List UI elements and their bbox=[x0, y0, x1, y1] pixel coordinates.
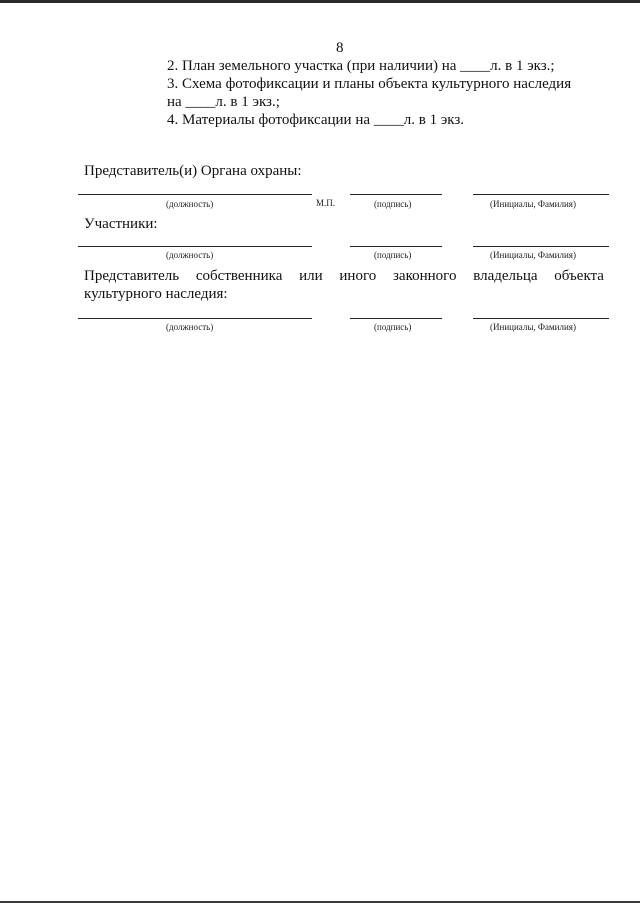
owner-rep-title bbox=[84, 268, 604, 285]
caption-stamp: М.П. bbox=[316, 198, 336, 208]
scan-edge-top bbox=[0, 0, 640, 3]
signature-line bbox=[350, 194, 442, 195]
owner-rep-title-line2: культурного наследия: bbox=[84, 286, 228, 302]
caption-position: (должность) bbox=[166, 250, 214, 260]
name-signature-line bbox=[473, 194, 609, 195]
position-signature-line bbox=[78, 318, 312, 319]
caption-name: (Инициалы, Фамилия) bbox=[490, 322, 576, 332]
attachment-item: 3. Схема фотофиксации и планы объекта культурного наследия bbox=[167, 76, 572, 92]
caption-position: (должность) bbox=[166, 322, 214, 332]
owner-rep-title-word: Представитель bbox=[84, 268, 180, 284]
caption-name: (Инициалы, Фамилия) bbox=[490, 199, 576, 209]
scan-edge-bottom bbox=[0, 901, 640, 903]
position-signature-line bbox=[78, 246, 312, 247]
caption-signature: (подпись) bbox=[374, 199, 412, 209]
signature-line bbox=[350, 318, 442, 319]
position-signature-line bbox=[78, 194, 312, 195]
caption-signature: (подпись) bbox=[374, 322, 412, 332]
attachment-item: 4. Материалы фотофиксации на ____л. в 1 экз. bbox=[167, 112, 465, 128]
attachment-item: на ____л. в 1 экз.; bbox=[167, 94, 280, 110]
attachment-item: 2. План земельного участка (при наличии) на ____л. в 1 экз.; bbox=[167, 58, 555, 74]
caption-signature: (подпись) bbox=[374, 250, 412, 260]
caption-name: (Инициалы, Фамилия) bbox=[490, 250, 576, 260]
protection-rep-title: Представитель(и) Органа охраны: bbox=[84, 163, 302, 179]
owner-rep-title-word: объекта bbox=[554, 268, 604, 284]
name-signature-line bbox=[473, 246, 609, 247]
owner-rep-title-word: или bbox=[299, 268, 323, 284]
owner-rep-title-word: иного bbox=[339, 268, 377, 284]
participants-title: Участники: bbox=[84, 216, 158, 232]
page-number: 8 bbox=[336, 40, 344, 56]
owner-rep-title-word: законного bbox=[393, 268, 457, 284]
name-signature-line bbox=[473, 318, 609, 319]
caption-position: (должность) bbox=[166, 199, 214, 209]
owner-rep-title-word: собственника bbox=[195, 268, 283, 284]
owner-rep-title-word: владельца bbox=[473, 268, 538, 284]
signature-line bbox=[350, 246, 442, 247]
